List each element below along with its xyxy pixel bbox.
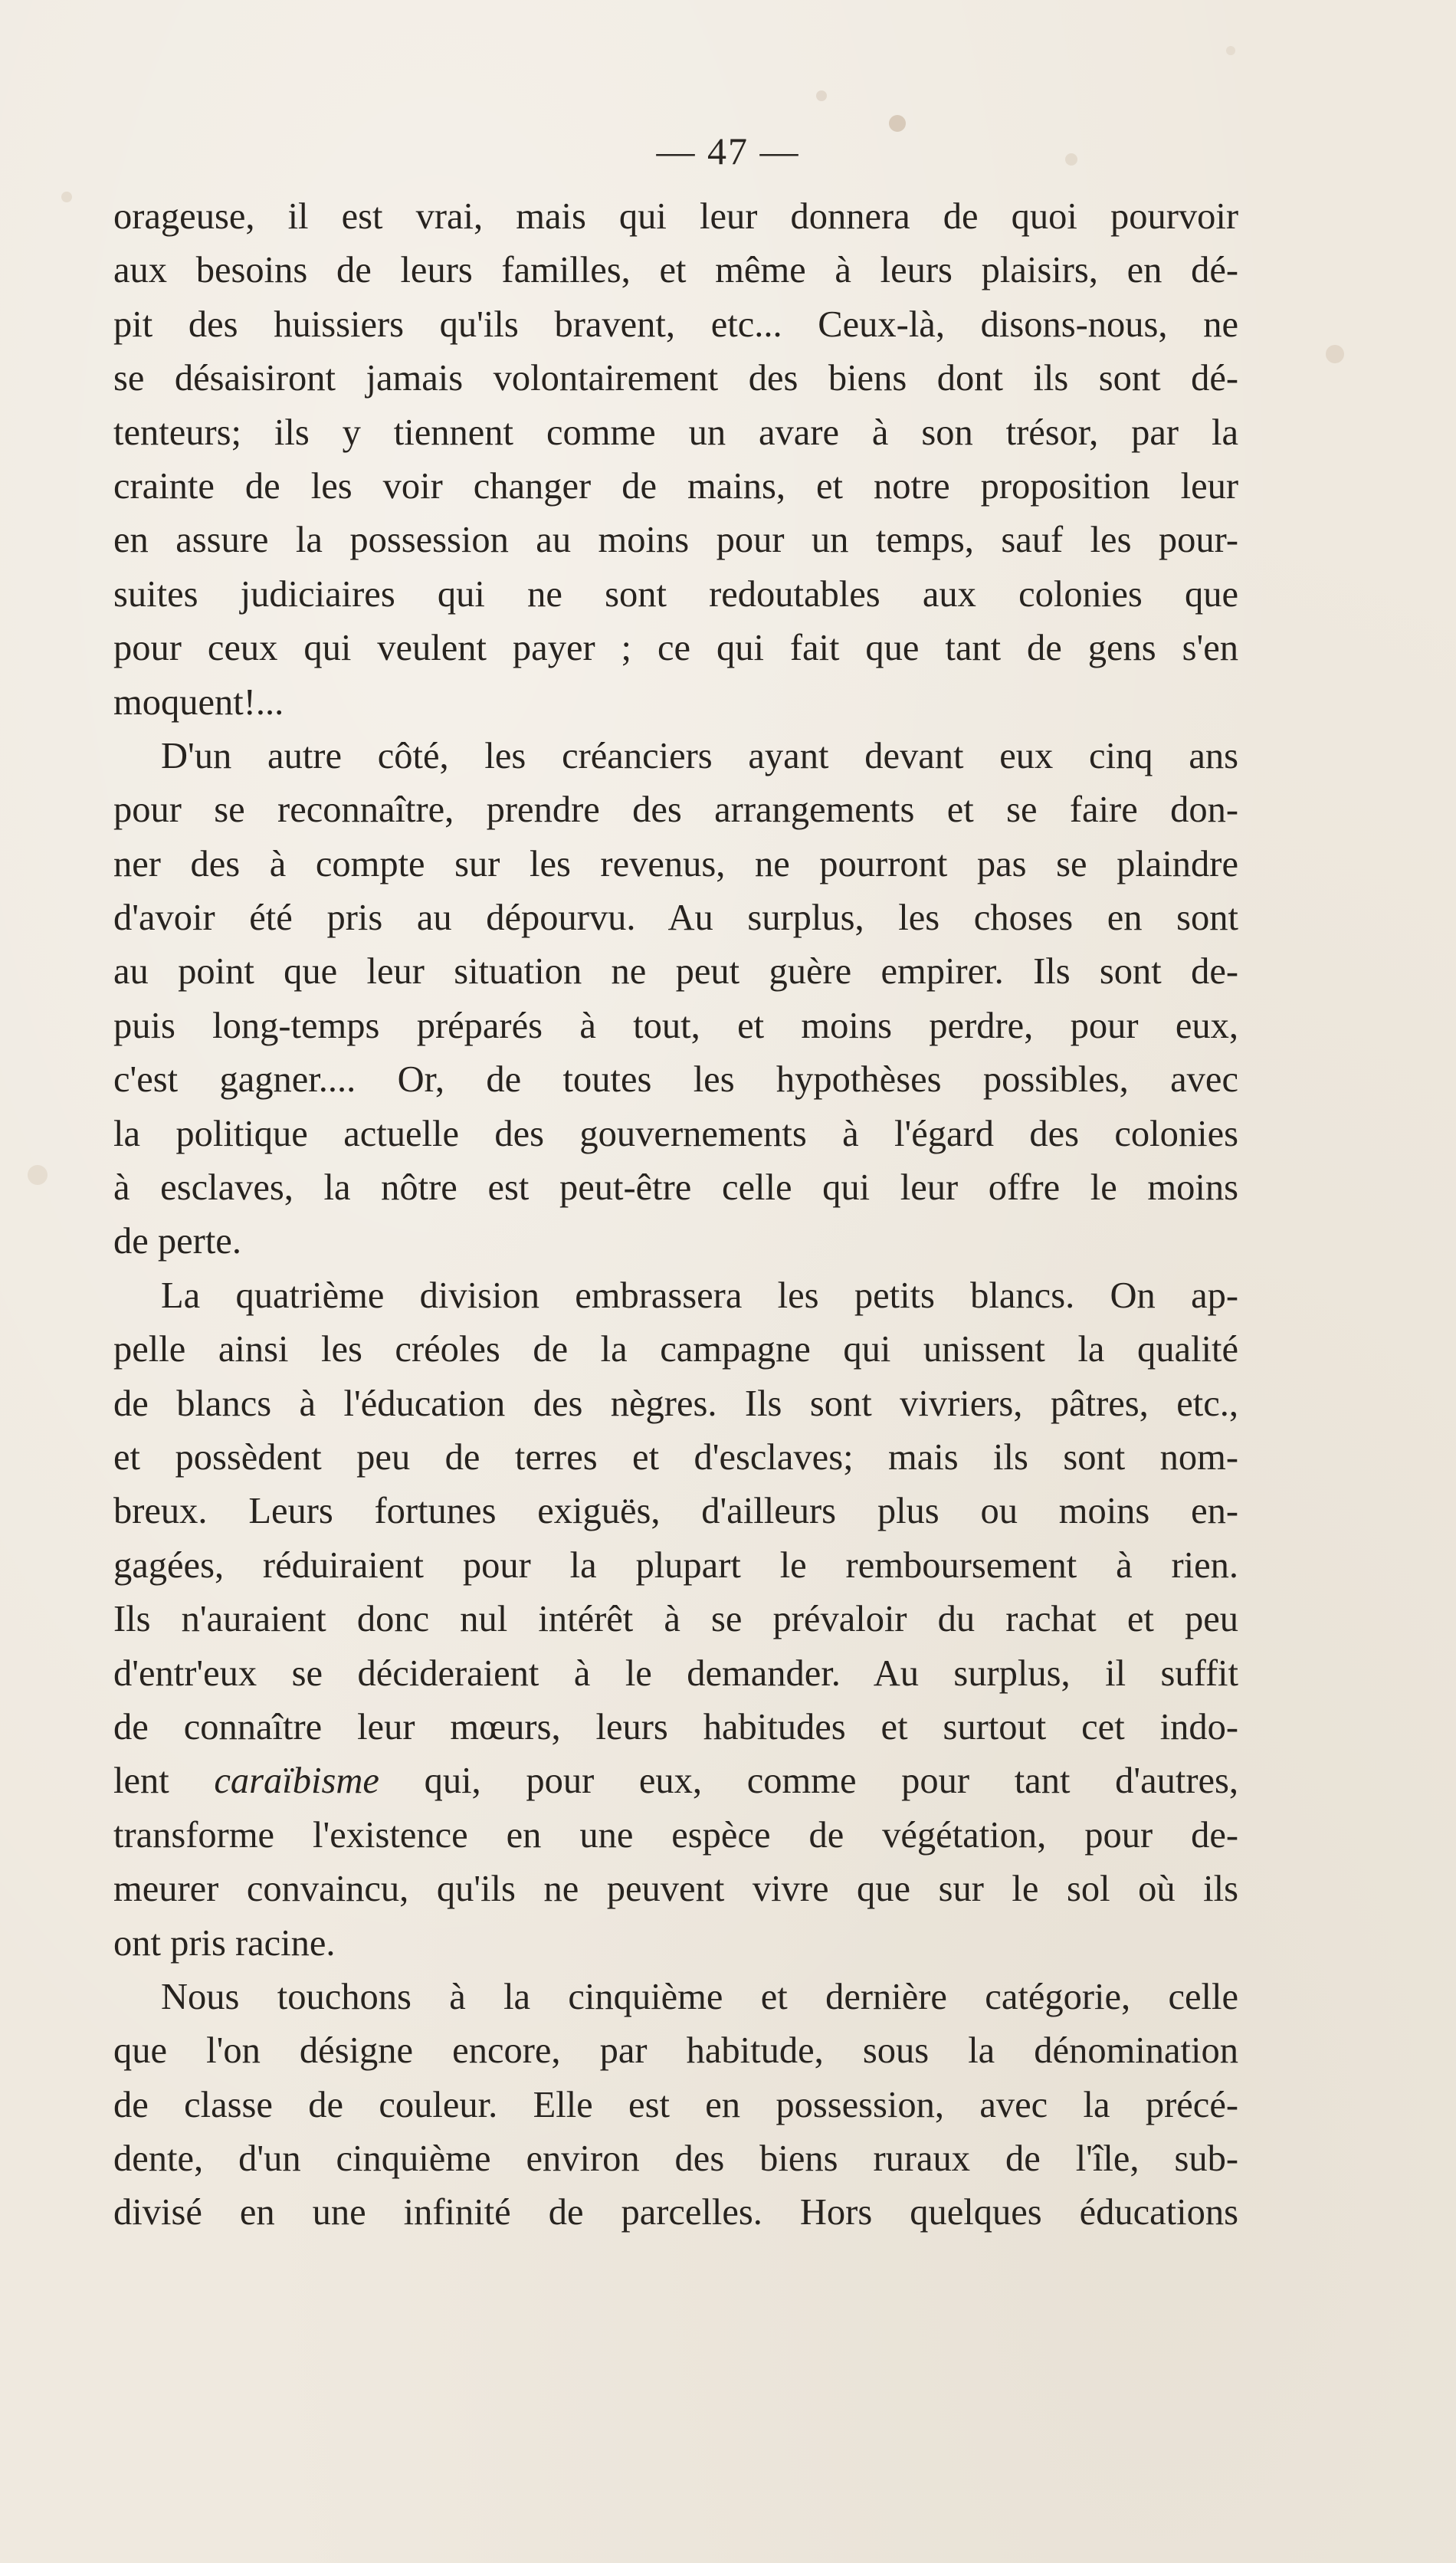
text-line: ont pris racine.	[113, 1922, 336, 1964]
text-line: pelle ainsi les créoles de la campagne qui unissent la qualité	[113, 1329, 1238, 1370]
text-line: ner des à compte sur les revenus, ne pourront pas se plaindre	[113, 843, 1238, 884]
text-line: de blancs à l'éducation des nègres. Ils sont vivriers, pâtres, etc.,	[113, 1383, 1238, 1424]
italic-word: caraïbisme	[214, 1761, 379, 1802]
text-line: Ils n'auraient donc nul intérêt à se prévaloir du rachat et peu	[113, 1599, 1238, 1640]
text-line: pit des huissiers qu'ils bravent, etc... Ceux-là, disons-nous, ne	[113, 304, 1238, 345]
text-line: d'avoir été pris au dépourvu. Au surplus, les choses en sont	[113, 898, 1238, 939]
text-line: au point que leur situation ne peut guère empirer. Ils sont de-	[113, 951, 1238, 993]
text-line: que l'on désigne encore, par habitude, sous la dénomination	[113, 2030, 1238, 2072]
text-line: pour se reconnaître, prendre des arrangements et se faire don-	[113, 789, 1238, 831]
text-line: Nous touchons à la cinquième et dernière catégorie, celle	[161, 1976, 1238, 2017]
paragraph-2	[113, 730, 1238, 1269]
page-number: — 47 —	[656, 130, 800, 172]
text-line: c'est gagner.... Or, de toutes les hypothèses possibles, avec	[113, 1059, 1238, 1101]
foxing-spot	[61, 192, 72, 202]
body-text	[113, 190, 1238, 2240]
text-segment: qui, pour eux, comme pour tant d'autres,	[379, 1761, 1238, 1802]
text-line: de perte.	[113, 1221, 241, 1262]
text-line: tenteurs; ils y tiennent comme un avare à son trésor, par la	[113, 412, 1238, 453]
text-line: transforme l'existence en une espèce de végétation, pour de-	[113, 1814, 1238, 1856]
text-line: moquent!...	[113, 681, 284, 723]
text-line: La quatrième division embrassera les petits blancs. On ap-	[161, 1275, 1238, 1316]
text-line: à esclaves, la nôtre est peut-être celle qui leur offre le moins	[113, 1167, 1238, 1209]
text-line: puis long-temps préparés à tout, et moins perdre, pour eux,	[113, 1005, 1238, 1046]
text-line: breux. Leurs fortunes exiguës, d'ailleurs plus ou moins en-	[113, 1491, 1238, 1532]
text-line: dente, d'un cinquième environ des biens ruraux de l'île, sub-	[113, 2138, 1238, 2180]
foxing-spot	[28, 1165, 48, 1185]
paragraph-1	[113, 190, 1238, 730]
text-line: d'entr'eux se décideraient à le demander. Au surplus, il suffit	[113, 1652, 1238, 1694]
text-line: crainte de les voir changer de mains, et notre proposition leur	[113, 465, 1238, 507]
text-line: suites judiciaires qui ne sont redoutables aux colonies que	[113, 573, 1238, 615]
text-line: aux besoins de leurs familles, et même à leurs plaisirs, en dé-	[113, 250, 1238, 291]
text-line-with-italic	[113, 1754, 1238, 1808]
text-segment: lent	[113, 1761, 215, 1802]
text-line: orageuse, il est vrai, mais qui leur donnera de quoi pourvoir	[113, 196, 1238, 237]
text-line: meurer convaincu, qu'ils ne peuvent vivre que sur le sol où ils	[113, 1869, 1238, 1910]
text-line: pour ceux qui veulent payer ; ce qui fait que tant de gens s'en	[113, 628, 1238, 669]
paragraph-3	[113, 1269, 1238, 1971]
foxing-spot	[1226, 46, 1235, 55]
text-line: et possèdent peu de terres et d'esclaves; mais ils sont nom-	[113, 1436, 1238, 1478]
text-line: divisé en une infinité de parcelles. Hors quelques éducations	[113, 2192, 1238, 2233]
text-line: de classe de couleur. Elle est en possession, avec la précé-	[113, 2084, 1238, 2125]
text-line: se désaisiront jamais volontairement des biens dont ils sont dé-	[113, 358, 1238, 399]
text-line: en assure la possession au moins pour un temps, sauf les pour-	[113, 520, 1238, 561]
text-line: de connaître leur mœurs, leurs habitudes et surtout cet indo-	[113, 1706, 1238, 1748]
foxing-spot	[816, 90, 827, 101]
text-line: gagées, réduiraient pour la plupart le remboursement à rien.	[113, 1544, 1238, 1586]
foxing-spot	[1326, 345, 1344, 363]
paragraph-4	[113, 1971, 1238, 2240]
text-line: la politique actuelle des gouvernements à l'égard des colonies	[113, 1113, 1238, 1154]
text-line: D'un autre côté, les créanciers ayant devant eux cinq ans	[161, 735, 1238, 776]
